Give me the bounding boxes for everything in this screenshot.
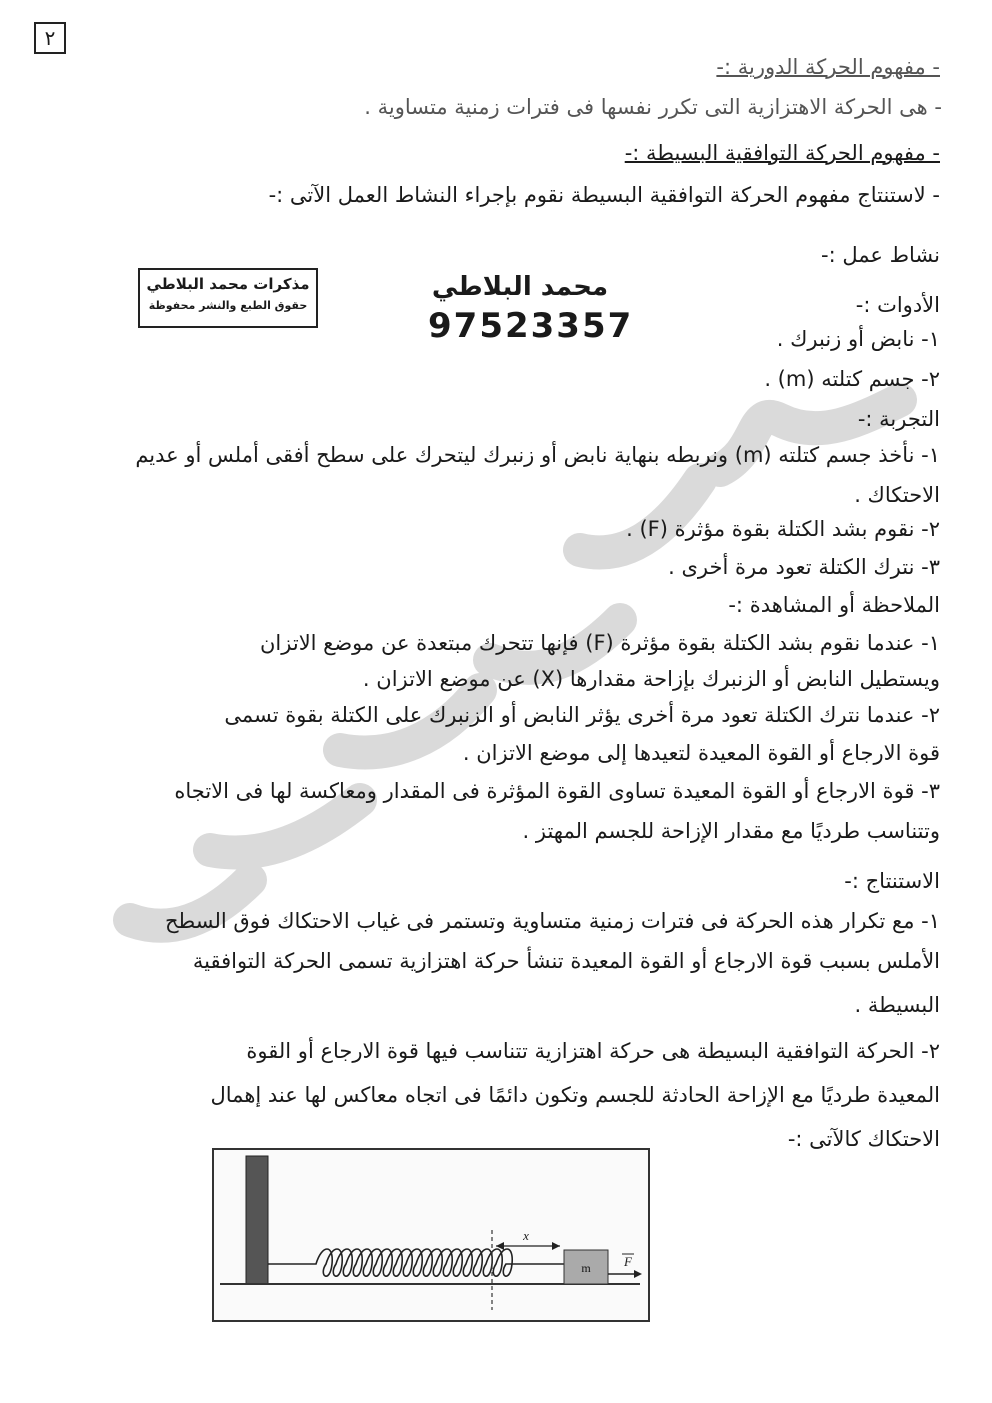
spring-mass-diagram [214,1150,648,1320]
spring-coil [268,1249,564,1276]
author-name: محمد البلاطي [431,272,609,302]
experiment-step-1-cont: الاحتكاك . [854,483,940,507]
definition-periodic-motion: - هى الحركة الاهتزازية التى تكرر نفسها فى فترات زمنية متساوية . [364,95,942,119]
observation-3: ٣- قوة الارجاع أو القوة المعيدة تساوى القوة المؤثرة فى المقدار ومعاكسة لها فى الاتجاه [174,779,940,803]
observation-2: ٢- عندما نترك الكتلة تعود مرة أخرى يؤثر النابض أو الزنبرك على الكتلة بقوة تسمى [224,703,940,727]
experiment-step-2: ٢- نقوم بشد الكتلة بقوة مؤثرة (F) . [626,517,940,541]
conclusion-2-cont: المعيدة طرديًا مع الإزاحة الحادثة للجسم وتكون دائمًا فى اتجاه معاكس لها عند إهمال [210,1083,940,1107]
author-box-rights: حقوق الطبع والنشر محفوظة [148,299,308,312]
conclusion-2-end: الاحتكاك كالآتى :- [787,1127,940,1151]
conclusion-heading: الاستنتاج :- [844,869,940,893]
tools-heading: الأدوات :- [855,293,940,317]
wall [246,1156,268,1284]
tool-item-2: ٢- جسم كتلته (m) . [764,367,940,391]
author-phone: 97523357 [428,306,634,346]
displacement-label: x [523,1228,529,1243]
conclusion-2: ٢- الحركة التوافقية البسيطة هى حركة اهتزازية تتناسب فيها قوة الارجاع أو القوة [246,1039,940,1063]
heading-periodic-motion: - مفهوم الحركة الدورية :- [716,55,940,79]
observation-3-cont: وتتناسب طرديًا مع مقدار الإزاحة للجسم المهتز . [522,819,940,843]
observation-heading: الملاحظة أو المشاهدة :- [728,593,940,617]
displacement-arrowhead-right [552,1242,560,1250]
spring-mass-figure [212,1148,650,1322]
conclusion-1-cont: الأملس بسبب قوة الارجاع أو القوة المعيدة تنشأ حركة اهتزازية تسمى الحركة التوافقية [192,949,940,973]
observation-1-cont: ويستطيل النابض أو الزنبرك بإزاحة مقدارها (X) عن موضع الاتزان . [362,667,940,691]
conclusion-1: ١- مع تكرار هذه الحركة فى فترات زمنية متساوية وتستمر فى غياب الاحتكاك فوق السطح [164,909,940,933]
force-arrowhead [634,1270,642,1278]
author-rights-box [138,268,318,328]
page-number: ٢ [34,22,66,54]
observation-1: ١- عندما نقوم بشد الكتلة بقوة مؤثرة (F) فإنها تتحرك مبتعدة عن موضع الاتزان [260,631,940,655]
force-label: F [624,1254,632,1269]
experiment-step-1: ١- نأخذ جسم كتلته (m) ونربطه بنهاية نابض أو زنبرك ليتحرك على سطح أفقى أملس أو عديم [135,443,940,467]
conclusion-1-end: البسيطة . [854,993,940,1017]
heading-shm: - مفهوم الحركة التوافقية البسيطة :- [624,141,940,165]
experiment-heading: التجربة :- [857,407,940,431]
activity-title: نشاط عمل :- [821,243,940,267]
tool-item-1: ١- نابض أو زنبرك . [776,327,940,351]
observation-2-cont: قوة الارجاع أو القوة المعيدة لتعيدها إلى موضع الاتزان . [462,741,940,765]
author-box-title: مذكرات محمد البلاطي [146,275,310,293]
experiment-step-3: ٣- نترك الكتلة تعود مرة أخرى . [668,555,940,579]
mass-label: m [581,1261,591,1275]
activity-intro: - لاستنتاج مفهوم الحركة التوافقية البسيطة نقوم بإجراء النشاط العمل الآتى :- [268,183,940,207]
